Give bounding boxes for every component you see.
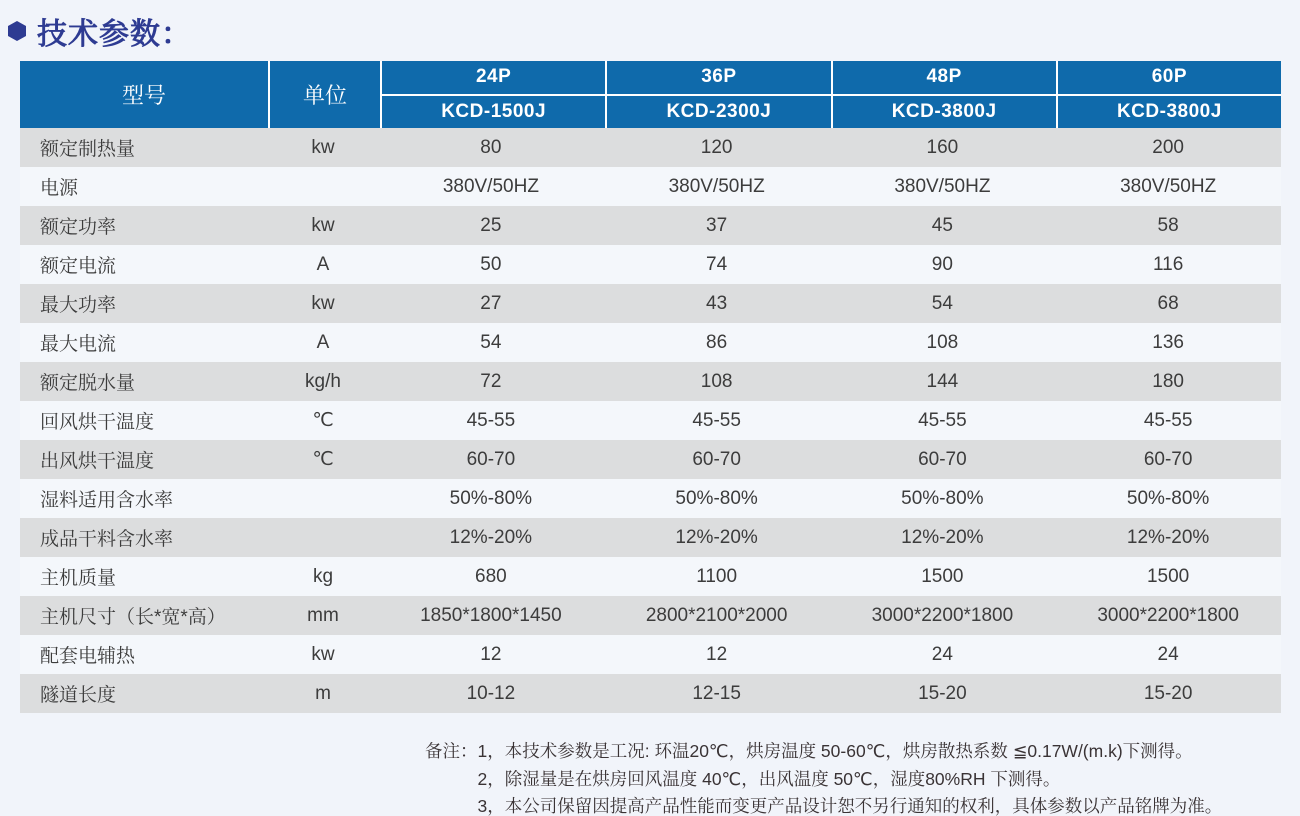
table-row <box>20 596 1281 635</box>
row-label: 最大功率 <box>40 295 117 316</box>
row-value: 380V/50HZ <box>1120 175 1217 197</box>
row-unit: kw <box>311 292 335 314</box>
row-value: 45-55 <box>1143 409 1193 431</box>
table-row <box>20 479 1281 518</box>
row-value: 116 <box>1152 253 1184 275</box>
row-value: 3000*2200*1800 <box>871 604 1014 626</box>
row-value: 60-70 <box>466 448 516 470</box>
row-label: 电源 <box>40 178 79 199</box>
row-value: 27 <box>480 292 502 314</box>
row-unit: ℃ <box>312 410 334 431</box>
row-unit: kw <box>311 643 335 665</box>
row-unit: ℃ <box>312 449 334 470</box>
row-value: 2800*2100*2000 <box>645 604 788 626</box>
table-body <box>20 128 1281 713</box>
note-line: 2，除湿量是在烘房回风温度 40℃，出风温度 50℃，湿度80%RH 下测得。 <box>477 768 1061 789</box>
row-value: 108 <box>700 370 733 392</box>
row-value: 1100 <box>696 565 738 587</box>
row-value: 200 <box>1152 136 1184 158</box>
note-line: 3，本公司保留因提高产品性能而变更产品设计恕不另行通知的权利，具体参数以产品铭牌为准。 <box>477 796 1223 816</box>
table-row <box>20 128 1281 167</box>
row-value: 68 <box>1157 292 1179 314</box>
row-value: 160 <box>926 136 959 158</box>
header-model-label: 型号 <box>20 61 268 128</box>
table-row <box>20 401 1281 440</box>
table-row <box>20 518 1281 557</box>
page-title <box>8 11 1300 51</box>
row-label: 隧道长度 <box>40 685 117 706</box>
table-header <box>20 61 1281 128</box>
model-hp: 24P <box>382 61 605 94</box>
model-column-header <box>382 61 605 128</box>
row-value: 136 <box>1152 331 1184 353</box>
table-row <box>20 284 1281 323</box>
model-column-header <box>833 61 1056 128</box>
row-value: 72 <box>480 370 502 392</box>
row-label: 成品干料含水率 <box>40 529 174 550</box>
row-value: 50 <box>480 253 502 275</box>
row-value: 25 <box>480 214 502 236</box>
row-value: 12 <box>480 643 502 665</box>
row-value: 50%-80% <box>675 487 758 509</box>
row-value: 380V/50HZ <box>442 175 539 197</box>
table-row <box>20 440 1281 479</box>
row-value: 45-55 <box>692 409 741 431</box>
row-value: 120 <box>700 136 733 158</box>
notes <box>425 738 1300 816</box>
row-value: 60-70 <box>1143 448 1193 470</box>
model-code: KCD-2300J <box>607 96 830 129</box>
page-title-text: 技术参数： <box>37 18 192 51</box>
table-row <box>20 557 1281 596</box>
table-row <box>20 635 1281 674</box>
row-unit: kg <box>312 565 334 587</box>
header-unit-label: 单位 <box>270 61 380 128</box>
row-value: 37 <box>706 214 728 236</box>
table-row <box>20 323 1281 362</box>
row-label: 湿料适用含水率 <box>40 490 174 511</box>
row-label: 主机尺寸（长*宽*高） <box>40 607 226 628</box>
note-line: 1，本技术参数是工况: 环温20℃，烘房温度 50-60℃，烘房散热系数 ≦0.17W/(m.k)下测得。 <box>477 741 1193 761</box>
row-value: 45-55 <box>918 409 967 431</box>
row-value: 15-20 <box>918 682 967 704</box>
row-value: 1500 <box>1146 565 1190 587</box>
row-value: 60-70 <box>692 448 741 470</box>
row-value: 12%-20% <box>1126 526 1210 548</box>
row-unit: mm <box>307 604 339 626</box>
row-label: 配套电辅热 <box>40 646 136 667</box>
row-value: 54 <box>480 331 502 353</box>
row-value: 12-15 <box>692 682 741 704</box>
table-row <box>20 167 1281 206</box>
row-value: 45 <box>931 214 953 236</box>
table-row <box>20 245 1281 284</box>
model-hp: 48P <box>833 61 1056 94</box>
model-code: KCD-3800J <box>1058 96 1281 129</box>
row-value: 24 <box>1157 643 1179 665</box>
row-value: 50%-80% <box>901 487 984 509</box>
row-label: 额定功率 <box>40 217 117 238</box>
table-row <box>20 206 1281 245</box>
row-value: 12%-20% <box>675 526 758 548</box>
notes-items <box>478 738 1223 816</box>
notes-prefix: 备注： <box>425 741 478 761</box>
row-value: 24 <box>931 643 953 665</box>
row-label: 主机质量 <box>40 568 117 589</box>
hex-bullet-icon <box>8 21 26 41</box>
row-value: 86 <box>706 331 728 353</box>
row-value: 50%-80% <box>449 487 533 509</box>
row-value: 1850*1800*1450 <box>420 604 562 626</box>
row-label: 出风烘干温度 <box>40 451 155 472</box>
row-value: 180 <box>1152 370 1184 392</box>
row-value: 54 <box>931 292 953 314</box>
row-value: 90 <box>931 253 953 275</box>
row-unit: kw <box>311 214 335 236</box>
row-label: 回风烘干温度 <box>40 412 155 433</box>
row-unit: m <box>315 682 331 704</box>
model-hp: 60P <box>1058 61 1281 94</box>
row-unit: kg/h <box>305 370 341 392</box>
row-unit: A <box>316 253 330 275</box>
row-value: 10-12 <box>466 682 516 704</box>
row-value: 12%-20% <box>449 526 533 548</box>
row-value: 80 <box>480 136 502 158</box>
model-hp: 36P <box>607 61 830 94</box>
row-value: 108 <box>926 331 959 353</box>
row-value: 12%-20% <box>901 526 984 548</box>
row-value: 50%-80% <box>1126 487 1210 509</box>
row-label: 最大电流 <box>40 334 117 355</box>
table-row <box>20 674 1281 713</box>
row-value: 12 <box>706 643 728 665</box>
row-value: 45-55 <box>466 409 516 431</box>
row-value: 144 <box>926 370 959 392</box>
spec-table <box>20 61 1281 713</box>
model-code: KCD-3800J <box>833 96 1056 129</box>
row-value: 380V/50HZ <box>668 175 765 197</box>
model-column-header <box>607 61 830 128</box>
row-value: 680 <box>475 565 507 587</box>
row-unit: kw <box>311 136 335 158</box>
row-value: 3000*2200*1800 <box>1097 604 1239 626</box>
row-value: 15-20 <box>1143 682 1193 704</box>
row-value: 58 <box>1157 214 1179 236</box>
row-value: 1500 <box>921 565 964 587</box>
row-value: 380V/50HZ <box>894 175 991 197</box>
row-label: 额定电流 <box>40 256 117 277</box>
row-value: 43 <box>706 292 728 314</box>
model-code: KCD-1500J <box>382 96 605 129</box>
row-value: 60-70 <box>918 448 967 470</box>
row-label: 额定脱水量 <box>40 373 136 394</box>
row-unit: A <box>316 331 330 353</box>
model-column-header <box>1058 61 1281 128</box>
table-row <box>20 362 1281 401</box>
row-label: 额定制热量 <box>40 139 136 160</box>
row-value: 74 <box>706 253 728 275</box>
